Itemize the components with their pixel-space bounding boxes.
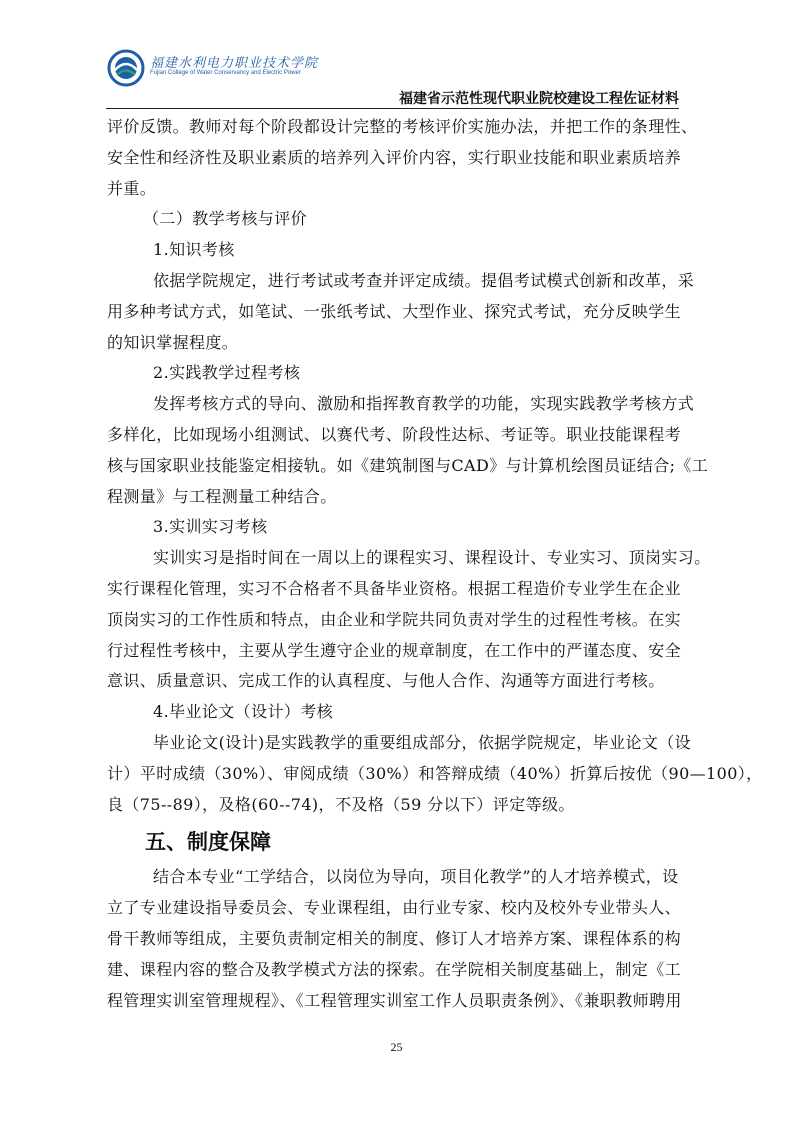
text-line: 核与国家职业技能鉴定相接轨。如《建筑制图与CAD》与计算机绘图员证结合;《工 <box>107 455 709 475</box>
text-line: 依据学院规定，进行考试或考查并评定成绩。提倡考试模式创新和改革，采 <box>153 270 695 290</box>
text-line: 1.知识考核 <box>153 240 235 260</box>
text-line: 立了专业建设指导委员会、专业课程组，由行业专家、校内及校外专业带头人、 <box>107 898 682 918</box>
text-line: 实行课程化管理，实习不合格者不具备毕业资格。根据工程造价专业学生在企业 <box>107 578 682 598</box>
text-line: 顶岗实习的工作性质和特点，由企业和学院共同负责对学生的过程性考核。在实 <box>107 609 682 629</box>
header-title: 福建省示范性现代职业院校建设工程佐证材料 <box>399 91 679 107</box>
text-line: 良（75--89），及格(60--74)，不及格（59 分以下）评定等级。 <box>107 794 575 814</box>
header-divider <box>106 108 679 109</box>
text-line: 的知识掌握程度。 <box>107 332 239 352</box>
text-line: 意识、质量意识、完成工作的认真程度、与他人合作、沟通等方面进行考核。 <box>107 671 665 691</box>
section-heading: 五、制度保障 <box>145 830 271 855</box>
text-line: 行过程性考核中，主要从学生遵守企业的规章制度，在工作中的严谨态度、安全 <box>107 640 682 660</box>
text-line: （二）教学考核与评价 <box>143 209 308 229</box>
text-line: 结合本专业“工学结合，以岗位为导向，项目化教学”的人才培养模式，设 <box>153 867 679 887</box>
text-line: 发挥考核方式的导向、激励和指挥教育教学的功能，实现实践教学考核方式 <box>153 394 695 414</box>
text-line: 多样化，比如现场小组测试、以赛代考、阶段性达标、考证等。职业技能课程考 <box>107 424 682 444</box>
text-line: 用多种考试方式，如笔试、一张纸考试、大型作业、探究式考试，充分反映学生 <box>107 301 682 321</box>
body-text-part-2 <box>107 862 683 1016</box>
logo-text-chinese: 福建水利电力职业技术学院 <box>150 56 319 71</box>
logo-text-english: Fujian College of Water Conservancy and Electric Power <box>150 70 301 76</box>
text-line: 建、课程内容的整合及教学模式方法的探索。在学院相关制度基础上，制定《工 <box>107 959 682 979</box>
body-text-part-1 <box>107 112 763 820</box>
text-line: 骨干教师等组成，主要负责制定相关的制度、修订人才培养方案、课程体系的构 <box>107 928 682 948</box>
text-line: 毕业论文(设计)是实践教学的重要组成部分，依据学院规定，毕业论文（设 <box>153 732 692 752</box>
text-line: 安全性和经济性及职业素质的培养列入评价内容，实行职业技能和职业素质培养 <box>107 147 682 167</box>
college-emblem-icon <box>106 48 146 88</box>
document-body <box>107 112 763 1016</box>
text-line: 计）平时成绩（30%）、审阅成绩（30%）和答辩成绩（40%）折算后按优（90—100）， <box>107 763 763 783</box>
text-line: 实训实习是指时间在一周以上的课程实习、课程设计、专业实习、顶岗实习。 <box>153 548 711 568</box>
text-line: 2.实践教学过程考核 <box>153 363 301 383</box>
text-line: 评价反馈。教师对每个阶段都设计完整的考核评价实施办法，并把工作的条理性、 <box>107 117 698 136</box>
college-logo <box>106 48 319 88</box>
text-line: 程测量》与工程测量工种结合。 <box>107 486 337 506</box>
text-line: 4.毕业论文（设计）考核 <box>153 702 334 722</box>
text-line: 并重。 <box>107 178 157 198</box>
page-number: 25 <box>390 1040 403 1054</box>
page-header <box>0 0 793 112</box>
text-line: 3.实训实习考核 <box>153 517 268 537</box>
text-line: 程管理实训室管理规程》、《工程管理实训室工作人员职责条例》、《兼职教师聘用 <box>107 990 682 1010</box>
